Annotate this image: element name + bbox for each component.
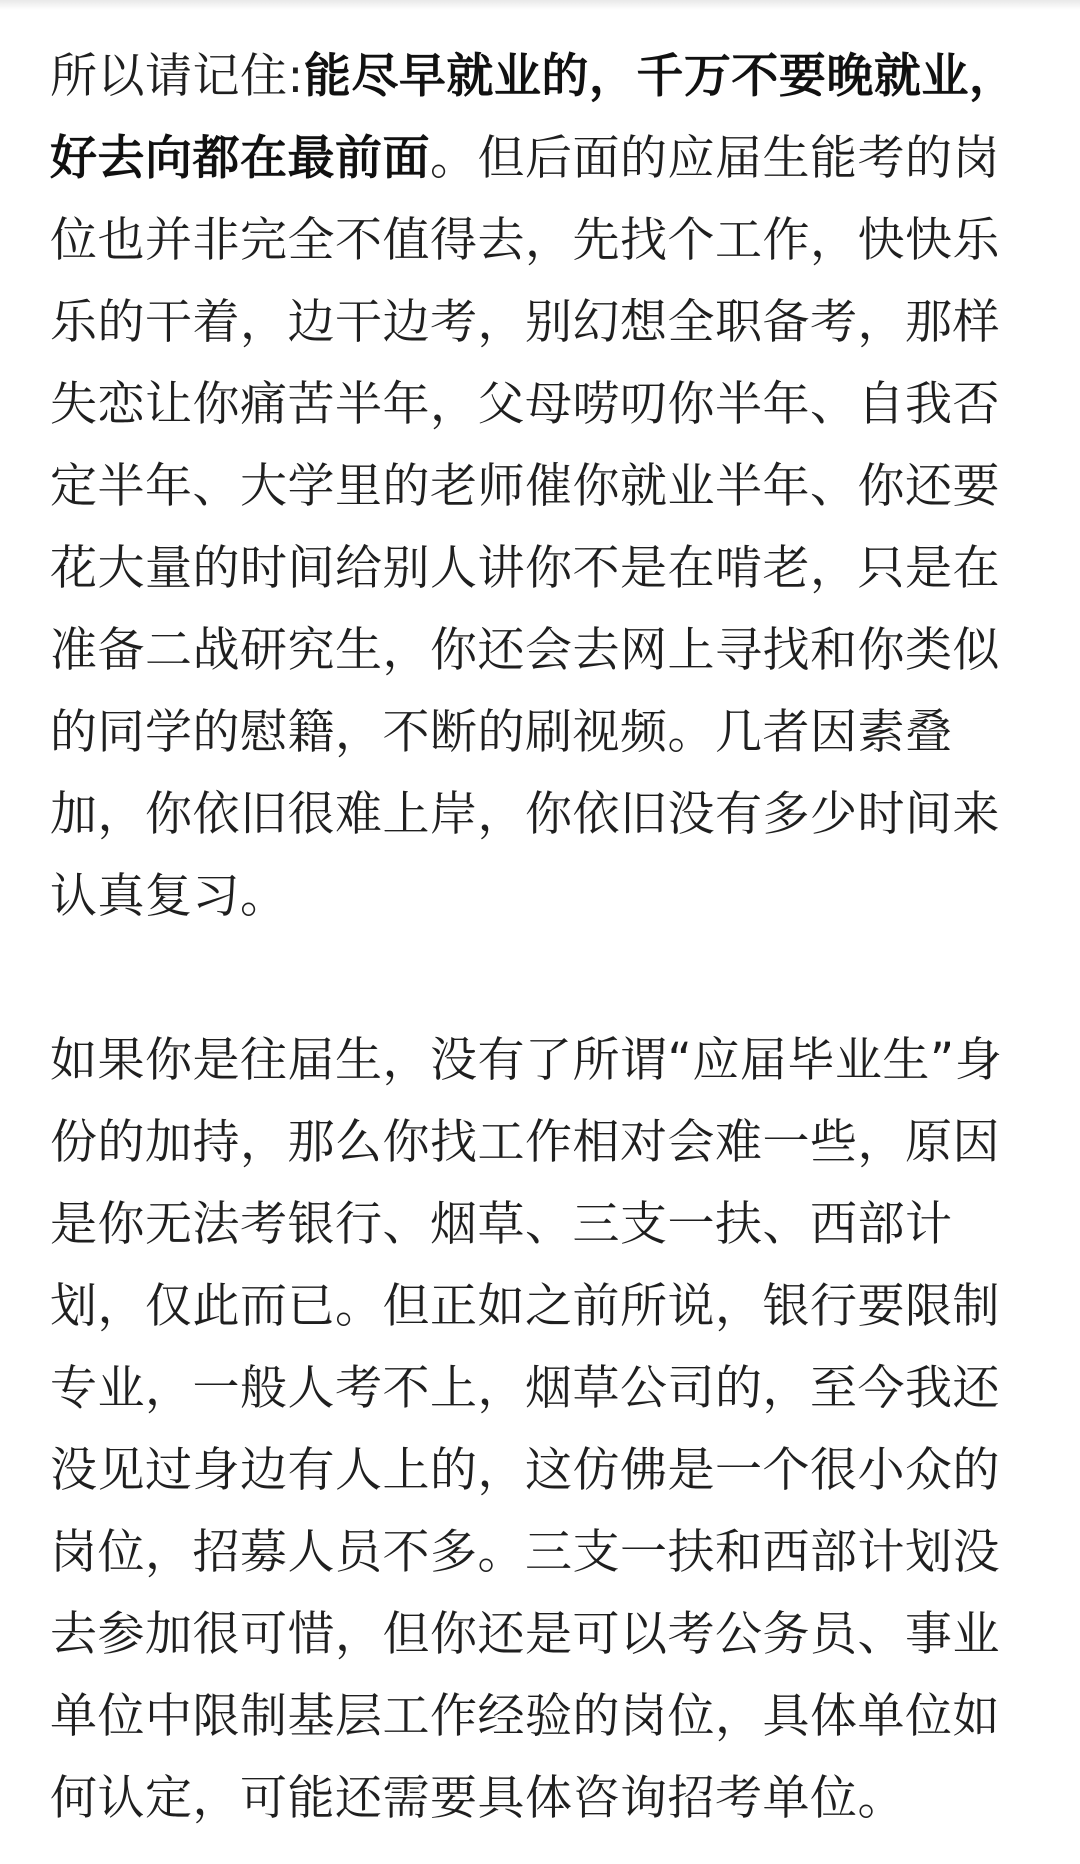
paragraph-rest-text: 。但后面的应届生能考的岗位也并非完全不值得去，先找个工作，快快乐乐的干着，边干边考，别幻想全职备考，那样失恋让你痛苦半年，父母唠叨你半年、自我否定半年、大学里的老师催你就业半年、你还要花大量的时间给别人讲你不是在啃老，只是在准备二战研究生，你还会去网上寻找和你类似的同学的慰籍，不断的刷视频。几者因素叠加，你依旧很难上岸，你依旧没有多少时间来认真复习。 <box>50 131 1000 924</box>
paragraph-previous-graduates: 如果你是往届生，没有了所谓“应届毕业生”身份的加持，那么你找工作相对会难一些，原因是你无法考银行、烟草、三支一扶、西部计划，仅此而已。但正如之前所说，银行要限制专业，一般人考不上，烟草公司的，至今我还没见过身边有人上的，这仿佛是一个很小众的岗位，招募人员不多。三支一扶和西部计划没去参加很可惜，但你还是可以考公务员、事业单位中限制基层工作经验的岗位，具体单位如何认定，可能还需要具体咨询招考单位。 <box>50 1033 1003 1826</box>
article-body <box>50 36 1040 1840</box>
emphasis-text: 能尽早就业的，千万不要晚就业，好去向都在最前面 <box>50 49 1017 186</box>
top-edge-shade <box>0 0 1080 10</box>
paragraph-employment-advice <box>50 36 1040 938</box>
paragraph-lead-text: 所以请记住: <box>50 49 304 104</box>
